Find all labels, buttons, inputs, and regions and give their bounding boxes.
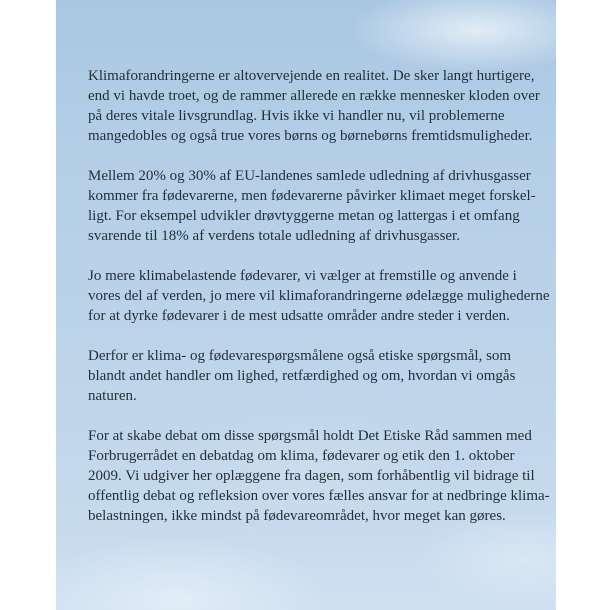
text-line: offentlig debat og refleksion over vores fælles ansvar for at nedbringe klima- — [88, 488, 550, 504]
text-line: naturen. — [88, 388, 137, 404]
paragraph-3 — [88, 266, 554, 326]
text-line: blandt andet handler om lighed, retfærdighed og om, hvordan vi omgås — [88, 368, 516, 384]
text-line: vores del af verden, jo mere vil klimaforandringerne ødelægge mulighederne — [88, 288, 550, 304]
text-line: For at skabe debat om disse spørgsmål holdt Det Etiske Råd sammen med — [88, 428, 532, 444]
text-line: svarende til 18% af verdens totale udledning af drivhusgasser. — [88, 228, 460, 244]
text-line: Mellem 20% og 30% af EU-landenes samlede udledning af drivhusgasser — [88, 168, 531, 184]
paragraph-5 — [88, 426, 554, 526]
text-line: Jo mere klimabelastende fødevarer, vi vælger at fremstille og anvende i — [88, 268, 517, 284]
text-line: end vi havde troet, og de rammer allerede en række mennesker kloden over — [88, 88, 540, 104]
text-line: kommer fra fødevarerne, men fødevarerne påvirker klimaet meget forskel- — [88, 188, 536, 204]
text-line: mangedobles og også true vores børns og børnebørns fremtidsmuligheder. — [88, 128, 533, 144]
text-line: ligt. For eksempel udvikler drøvtyggerne metan og lattergas i et omfang — [88, 208, 520, 224]
paragraph-2 — [88, 166, 554, 246]
paragraph-4 — [88, 346, 554, 406]
body-text — [88, 66, 554, 546]
text-line: Klimaforandringerne er altovervejende en realitet. De sker langt hurtigere, — [88, 68, 535, 84]
paragraph-1 — [88, 66, 554, 146]
text-line: Derfor er klima- og fødevarespørgsmålene også etiske spørgsmål, som — [88, 348, 512, 364]
text-line: Forbrugerrådet en debatdag om klima, fødevarer og etik den 1. oktober — [88, 448, 515, 464]
text-line: belastningen, ikke mindst på fødevareområdet, hvor meget kan gøres. — [88, 508, 506, 524]
text-line: for at dyrke fødevarer i de mest udsatte områder andre steder i verden. — [88, 308, 510, 324]
text-line: 2009. Vi udgiver her oplæggene fra dagen, som forhåbentlig vil bidrage til — [88, 468, 535, 484]
text-line: på deres vitale livsgrundlag. Hvis ikke vi handler nu, vil problemerne — [88, 108, 505, 124]
book-back-cover — [56, 0, 556, 610]
